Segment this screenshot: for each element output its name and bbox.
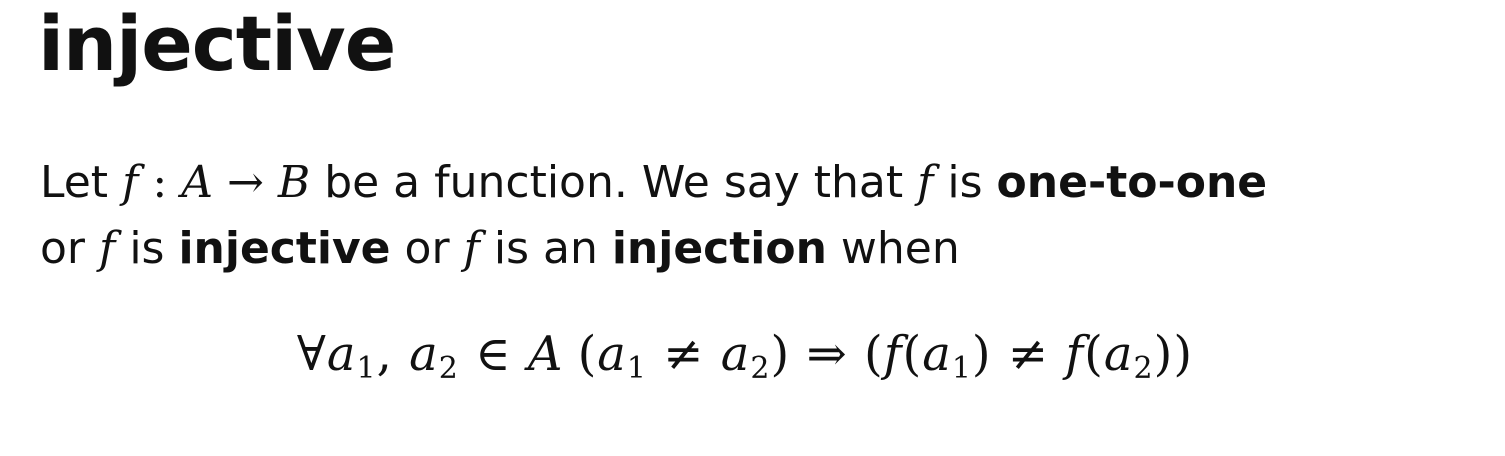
- subscript-1: 1: [626, 351, 648, 386]
- text-let: Let: [40, 157, 109, 208]
- subscript-1: 1: [951, 351, 972, 386]
- math-colon: :: [152, 157, 168, 208]
- injectivity-formula: [296, 326, 1194, 386]
- math-set-b: B: [277, 157, 311, 208]
- var-a: a: [922, 326, 952, 382]
- comma: ,: [376, 326, 393, 382]
- subscript-2: 2: [750, 351, 771, 386]
- text-is: is: [129, 223, 165, 274]
- formula-block: [0, 326, 1505, 386]
- definition-paragraph: [40, 150, 1480, 282]
- var-a: a: [720, 326, 751, 382]
- not-equal-symbol: ≠: [1007, 326, 1050, 382]
- text-is-an: is an: [493, 223, 598, 274]
- left-paren: (: [1084, 326, 1104, 382]
- math-f: f: [463, 223, 480, 274]
- right-paren: ): [1173, 326, 1194, 382]
- func-f: f: [883, 326, 903, 382]
- term-one-to-one: one-to-one: [996, 157, 1268, 208]
- subscript-2: 2: [438, 351, 459, 386]
- right-paren: ): [971, 326, 992, 382]
- term-injection: injection: [611, 223, 827, 274]
- subscript-2: 2: [1133, 351, 1154, 386]
- math-f: f: [917, 157, 934, 208]
- left-paren: (: [577, 326, 598, 382]
- var-a: a: [597, 326, 627, 382]
- math-f: f: [122, 157, 139, 208]
- func-f: f: [1065, 326, 1085, 382]
- text-or: or: [40, 223, 86, 274]
- var-a: a: [326, 326, 357, 382]
- text-be-a-function: be a function. We say that: [324, 157, 904, 208]
- implies-symbol: ⇒: [806, 326, 848, 382]
- var-a: a: [1103, 326, 1134, 382]
- not-equal-symbol: ≠: [663, 326, 705, 382]
- text-when: when: [840, 223, 960, 274]
- forall-symbol: ∀: [296, 326, 327, 382]
- set-a: A: [527, 326, 564, 382]
- math-set-a: A: [181, 157, 213, 208]
- page-title: injective: [38, 0, 396, 88]
- math-f: f: [99, 223, 116, 274]
- var-a: a: [409, 326, 439, 382]
- left-paren: (: [902, 326, 923, 382]
- element-of-symbol: ∈: [475, 326, 512, 382]
- left-paren: (: [863, 326, 884, 382]
- text-or: or: [404, 223, 450, 274]
- math-arrow: →: [226, 157, 264, 208]
- text-is: is: [947, 157, 983, 208]
- right-paren: ): [770, 326, 791, 382]
- subscript-1: 1: [356, 351, 377, 386]
- term-injective: injective: [178, 223, 391, 274]
- right-paren: ): [1153, 326, 1174, 382]
